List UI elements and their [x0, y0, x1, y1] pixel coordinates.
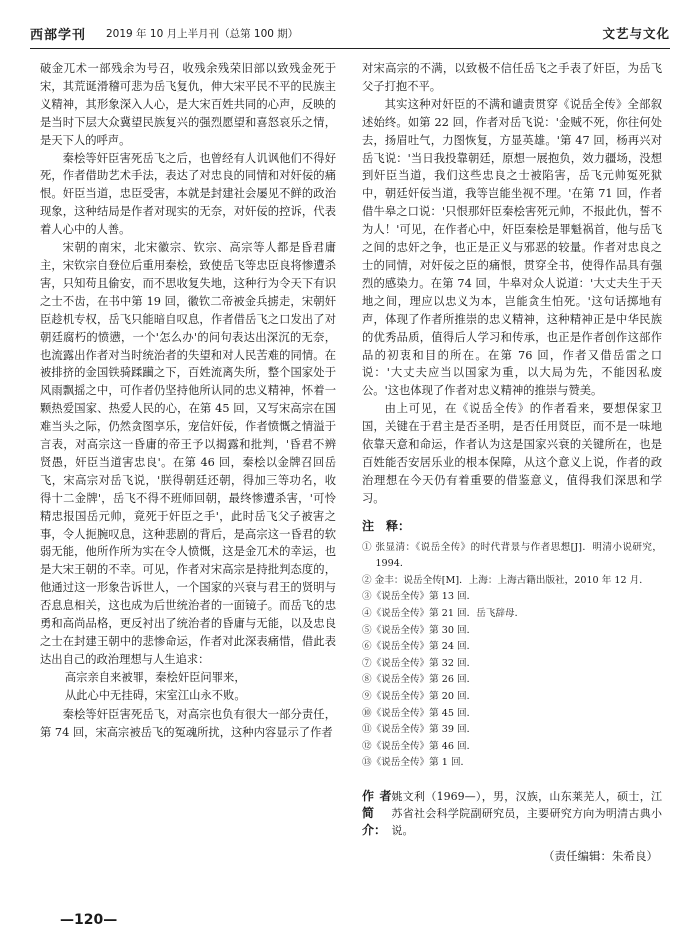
author-text: 姚文利（1969—），男，汉族，山东莱芜人，硕士，江苏省社会科学院副研究员，主要研究方向为明清古典小说。 — [391, 789, 662, 837]
notes-title: 注 释： — [362, 518, 411, 533]
right-column — [362, 60, 662, 867]
running-header — [30, 22, 670, 49]
page-number: —120— — [60, 912, 118, 928]
editor-text: （责任编辑：朱希良） — [543, 848, 658, 863]
note-item: ⑥《说岳全传》第 24 回． — [362, 641, 477, 653]
note-item: ③《说岳全传》第 13 回． — [362, 591, 477, 603]
left-column — [40, 60, 336, 742]
paragraph: 秦桧等奸臣害死岳飞，对高宗也负有很大一部分责任，第 74 回，宋高宗被岳飞的冤魂所扰，这种内容显示了作者 — [40, 707, 336, 739]
note-item: ⑦《说岳全传》第 32 回． — [362, 657, 477, 669]
note-item: ⑪《说岳全传》第 39 回． — [362, 724, 477, 736]
note-item: ⑩《说岳全传》第 45 回． — [362, 707, 477, 719]
paragraph: 对宋高宗的不满，以致极不信任岳飞之手表了奸臣，为岳飞父子打抱不平。 — [362, 62, 662, 93]
note-item: ⑤《说岳全传》第 30 回． — [362, 624, 477, 636]
note-item: ⑨《说岳全传》第 20 回． — [362, 690, 477, 702]
paragraph: 破金兀术一部残余为号召，收残余残荣旧部以致残金死于宋，其荒诞滑稽可悲为岳飞复仇，伸大宋平民不平的民族主义精神，其形象深入人心，是大宋百姓共同的心声，反映的是当时下层大众冀望民族复兴的强烈愿望和喜怒哀乐之情，是天下人的呼声。 — [40, 62, 336, 147]
paragraph: 秦桧等奸臣害死岳飞之后，也曾经有人讥讽他们不得好死，作者借助艺术手法，表达了对忠良的同情和对奸佞的痛恨。奸臣当道，忠臣受害，本就是封建社会屡见不鲜的政治现象，这种结局是作者对现实的无奈，对奸佞的控诉，代表着人心中的人善。 — [40, 151, 336, 237]
poem-line: 从此心中无挂碍，宋室江山永不败。 — [64, 689, 246, 703]
paragraph: 其实这种对奸臣的不满和谴责贯穿《说岳全传》全部叙述始终。如第 22 回，作者对岳飞说：'金贼不死，你往何处去，扬眉吐气，力图恢复，方显英雄。'第 47 回，杨再兴对岳飞说：'当日我投靠朝廷，原想一展抱负，效力疆场，没想到奸臣当道，我们这些忠良之士被陷害，岳飞元帅冤死狱中，朝廷奸佞当道，我等岂能坐视不理。'在第 71 回，作者借牛皋之口说：'只恨那奸臣秦桧害死元帅，不报此仇，誓不为人！'可见，在作者心中，奸臣秦桧是罪魁祸首，他与岳飞之间的忠奸之争，也正是正义与邪恶的较量。作者对忠良之士的同情，对奸佞之臣的痛恨，贯穿全书，使得作品具有强烈的感染力。在第 74 回，牛皋对众人说道：'大丈夫生于天地之间，理应以忠义为本，岂能贪生怕死。'这句话掷地有声，体现了作者所推崇的忠义精神，这种精神正是中华民族的优秀品质，值得后人学习和传承，也正是作者创作这部作品的初衷和目的所在。在第 76 回，作者又借岳雷之口说：'大丈夫应当以国家为重，以大局为先，不能因私废公。'这也体现了作者对忠义精神的推崇与赞美。 — [362, 97, 662, 398]
note-item: ⑧《说岳全传》第 26 回． — [362, 674, 477, 686]
note-item: ⑫《说岳全传》第 46 回． — [362, 740, 477, 752]
journal-logo: 西部学刊 — [30, 28, 87, 43]
quoted-poem — [40, 669, 336, 706]
note-item: ② 金丰：说岳全传[M]．上海：上海古籍出版社，2010 年 12 月． — [362, 574, 649, 586]
paragraph: 由上可见，在《说岳全传》的作者看来，要想保家卫国，关键在于君主是否圣明，是否任用贤臣，而不是一味地依靠天意和命运，作者认为这是国家兴衰的关键所在，也是百姓能否安居乐业的根本保障，从这个意义上说，作者的政治理想在今天仍有着重要的借鉴意义，值得我们深思和学习。 — [362, 402, 662, 505]
editor-credit — [362, 847, 662, 867]
note-item: ⑬《说岳全传》第 1 回． — [362, 757, 471, 769]
paragraph: 宋朝的南宋，北宋徽宗、钦宗、高宗等人都是昏君庸主，宋钦宗自登位后重用秦桧，致使岳飞等忠臣良将惨遭杀害，只知苟且偷安，而不思收复失地，这种行为令天下有识之士不齿，在书中第 19 回，徽钦二帝被金兵掳走，宋朝奸臣趁机专权，岳飞只能暗自叹息，作者借岳飞之口发出了对朝廷腐朽的愤懑，一个'怎么办'的问句表达出深沉的无奈，也流露出作者对当时统治者的失望和对人民苦难的同情。在被排挤的金国铁骑蹂躏之下，百姓流离失所，整个国家处于风雨飘摇之中，可作者仍坚持他所认同的忠义精神，怀着一颗热爱国家、热爱人民的心，在第 45 回，又写宋高宗在国难当头之际，仍然贪图享乐，宠信奸佞，作者愤慨之情溢于言表，对高宗这一昏庸的帝王予以揭露和批判，'昏君不辨贤愚，奸臣当道害忠良'。在第 46 回，秦桧以金牌召回岳飞，宋高宗对岳飞说，'朕得朝廷还朝，得加三等功名，收得十二金牌'，岳飞不得不班师回朝，最终惨遭杀害，'可怜精忠报国岳元帅，竟死于奸臣之手'，此时岳飞父子被害之事，令人扼腕叹息，这种悲剧的背后，是高宗这一昏君的软弱无能，他所作所为实在令人愤慨，这是金兀术的幸运，也是大宋王朝的不幸。可见，作者对宋高宗是持批判态度的，他通过这一形象告诉世人，一个国家的兴衰与君王的贤明与否息息相关，这也成为后世统治者的一面镜子。而岳飞的忠勇和高尚品格，更反衬出了统治者的昏庸与无能，以及忠良之士在封建王朝中的悲惨命运，作者对此深表痛惜，借此表达出自己的政治理想与人生追求： — [40, 241, 336, 666]
issue-info: 2019 年 10 月上半月刊（总第 100 期） — [106, 28, 299, 40]
author-bio — [362, 788, 662, 839]
column-name: 文艺与文化 — [602, 26, 670, 41]
notes-list — [362, 540, 662, 772]
poem-line: 高宗亲自来被罪，秦桧奸臣问罪来， — [64, 670, 246, 684]
note-item: ① 张显清：《说岳全传》的时代背景与作者思想[J]．明清小说研究，1994． — [362, 541, 662, 570]
author-label: 作者简介： — [362, 788, 392, 837]
note-item: ④《说岳全传》第 21 回．岳飞辞母． — [362, 607, 525, 619]
